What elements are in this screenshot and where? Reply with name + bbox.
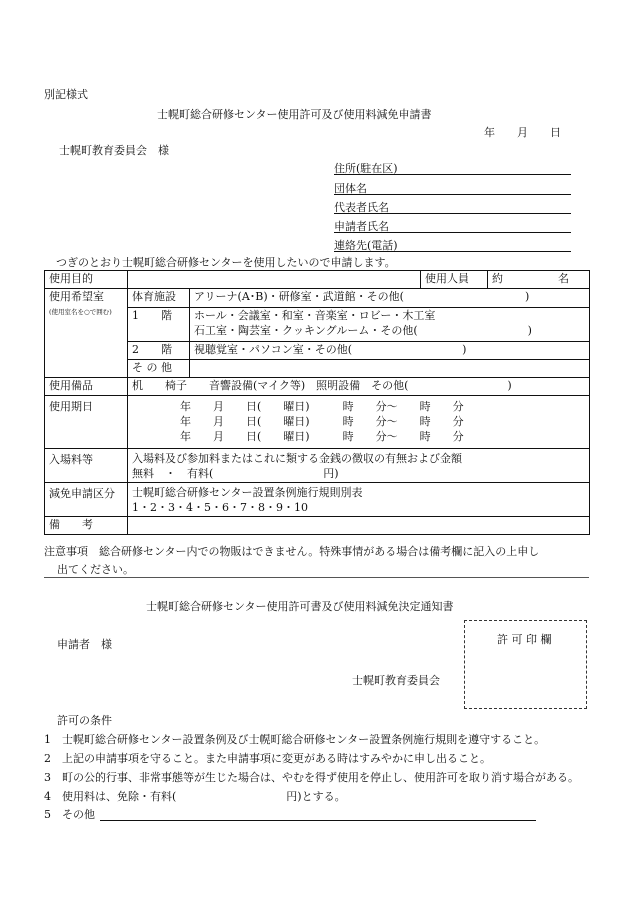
people-label: 使用人員 [421, 271, 488, 289]
condition-item-2: 2 上記の申請事項を守ること。また申請事項に変更がある時はすみやかに申し出ること。 [44, 752, 491, 765]
intro-text: つぎのとおり士幌町総合研修センターを使用したいので申請します。 [56, 256, 396, 269]
representative-field-label: 代表者氏名 [334, 201, 389, 214]
floor1-rooms-line1: ホール・会議室・和室・音楽室・ロビー・木工室 [194, 309, 436, 322]
gym-label: 体育施設 [128, 289, 190, 308]
exemption-line2: 1・2・3・4・5・6・7・8・9・10 [132, 501, 308, 514]
floor2-label: 2 階 [128, 342, 190, 360]
contact-field-label: 連絡先(電話) [334, 239, 398, 252]
decision-applicant: 申請者 様 [57, 638, 112, 651]
condition-item-1: 1 士幌町総合研修センター設置条例及び士幌町総合研修センター設置条例施行規則を遵守すること。 [44, 733, 546, 746]
decision-issuer: 士幌町教育委員会 [352, 674, 440, 687]
permit-stamp-label: 許 可 印 欄 [497, 633, 552, 646]
other-room-label: そ の 他 [128, 360, 190, 378]
people-input[interactable]: 約 名 [488, 271, 590, 289]
rooms-label-cell [45, 289, 128, 378]
exemption-inputs[interactable] [128, 483, 590, 517]
notice-line2: 出てください。 [57, 563, 134, 576]
remarks-row [45, 517, 590, 535]
equipment-options[interactable]: 机 椅子 音響設備(マイク等) 照明設備 その他( ) [128, 378, 590, 396]
period-inputs[interactable] [128, 396, 590, 449]
exemption-line1: 士幌町総合研修センター設置条例施行規則別表 [132, 486, 363, 499]
purpose-input[interactable] [128, 271, 421, 289]
application-table [44, 270, 590, 535]
contact-field[interactable] [334, 237, 571, 252]
remarks-label: 備 考 [45, 517, 128, 535]
entrance-line1: 入場料及び参加料またはこれに類する金銭の徴収の有無および金額 [132, 452, 462, 465]
notice-line1: 注意事項 総合研修センター内での物販はできません。特殊事情がある場合は備考欄に記入の上申し [44, 545, 540, 558]
period-row [45, 396, 590, 449]
floor1-rooms-line2: 石工室・陶芸室・クッキングルーム・その他( ) [194, 324, 532, 337]
other-room-input[interactable] [190, 360, 590, 378]
equipment-label: 使用備品 [45, 378, 128, 396]
decision-title: 士幌町総合研修センター使用許可書及び使用料減免決定通知書 [146, 600, 454, 613]
form-title: 士幌町総合研修センター使用許可及び使用料減免申請書 [157, 108, 432, 121]
gym-rooms[interactable]: アリーナ(A･B)・研修室・武道館・その他( ) [190, 289, 590, 308]
entrance-row [45, 449, 590, 483]
applicant-name-field[interactable] [334, 218, 571, 233]
organization-field-label: 団体名 [334, 182, 367, 195]
condition-item-4: 4 使用料は、免除・有料( 円)とする。 [44, 790, 346, 803]
addressee: 士幌町教育委員会 様 [59, 144, 169, 157]
entrance-line2: 無料 ・ 有料( 円) [132, 467, 339, 480]
section-divider [44, 577, 589, 578]
address-field[interactable] [334, 160, 571, 175]
condition-other-field[interactable] [100, 806, 536, 821]
date-line: 年 月 日 [484, 126, 561, 139]
organization-field[interactable] [334, 180, 571, 195]
exemption-row [45, 483, 590, 517]
condition-item-3: 3 町の公的行事、非常事態等が生じた場合は、やむを得ず使用を停止し、使用許可を取り消す場合がある。 [44, 771, 579, 784]
entrance-label: 入場料等 [45, 449, 128, 483]
period-label: 使用期日 [45, 396, 128, 449]
period-row-2: 年 月 日( 曜日) 時 分～ 時 分 [180, 415, 464, 428]
period-row-3: 年 月 日( 曜日) 時 分～ 時 分 [180, 430, 464, 443]
purpose-label: 使用目的 [45, 271, 128, 289]
format-label: 別記様式 [44, 88, 88, 101]
representative-field[interactable] [334, 199, 571, 214]
gym-row [45, 289, 590, 308]
remarks-input[interactable] [128, 517, 590, 535]
rooms-note: (使用室名を○で囲む) [49, 308, 112, 316]
address-field-label: 住所(駐在区) [334, 162, 398, 175]
exemption-label: 減免申請区分 [45, 483, 128, 517]
floor2-rooms[interactable]: 視聴覚室・パソコン室・その他( ) [190, 342, 590, 360]
floor1-rooms[interactable] [190, 308, 590, 342]
conditions-title: 許可の条件 [57, 714, 112, 727]
purpose-row [45, 271, 590, 289]
permit-stamp-box [464, 620, 587, 709]
floor1-label: 1 階 [128, 308, 190, 342]
period-row-1: 年 月 日( 曜日) 時 分～ 時 分 [180, 400, 464, 413]
condition-item-5: 5 その他 [44, 808, 95, 821]
equipment-row [45, 378, 590, 396]
rooms-label: 使用希望室 [49, 290, 104, 303]
entrance-inputs[interactable] [128, 449, 590, 483]
applicant-name-field-label: 申請者氏名 [334, 220, 389, 233]
